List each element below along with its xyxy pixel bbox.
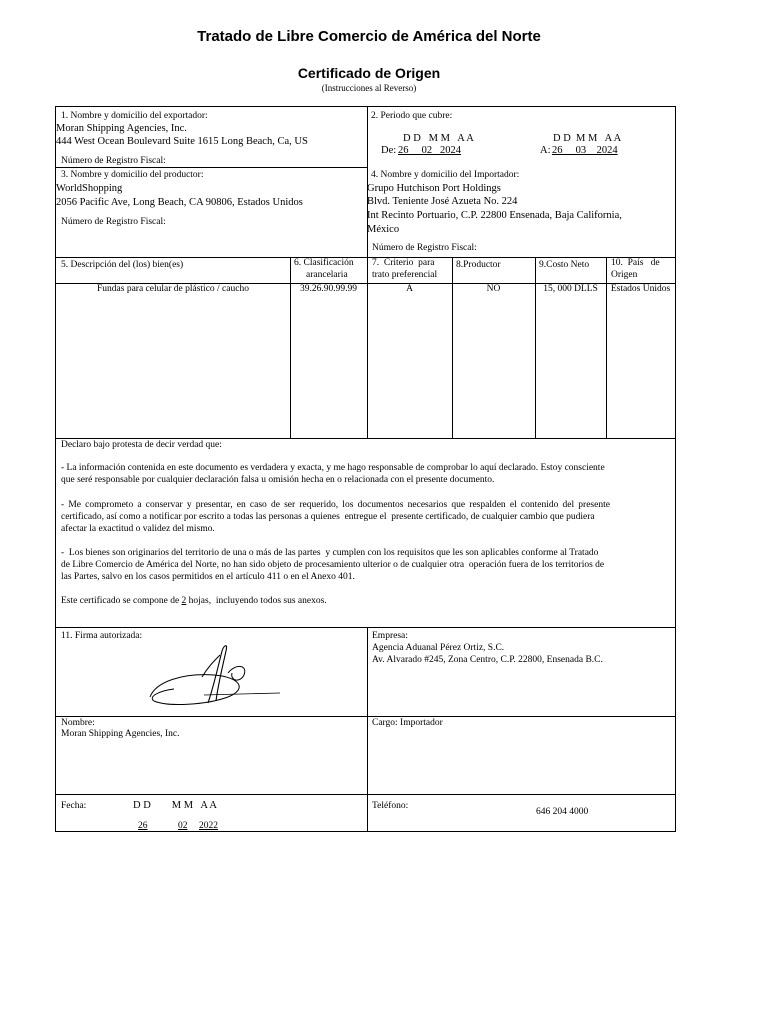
declaration-p1-line1: - La información contenida en este documento es verdadera y exacta, y me hago responsable de comprobar lo aquí declarado. Estoy consciente (61, 463, 605, 473)
divider-v-sig (367, 627, 368, 831)
document-title: Tratado de Libre Comercio de América del Norte (197, 28, 541, 45)
declaration-p2-line1: - Me comprometo a conservar y presentar, en caso de ser requerido, los documentos necesarios que respalden el contenido del presente (61, 500, 610, 510)
declaration-pages (61, 595, 327, 607)
date-month: 02 (178, 821, 188, 831)
importer-name: Grupo Hutchison Port Holdings (367, 183, 501, 194)
date-year: 2022 (199, 821, 218, 831)
declaration-pages-pre: Este certificado se compone de (61, 596, 182, 606)
goods-header-producer: 8.Productor (456, 260, 501, 270)
importer-tax-label: Número de Registro Fiscal: (372, 243, 477, 253)
goods-row-criterion: A (406, 284, 413, 294)
date-day: 26 (138, 821, 148, 831)
importer-address-3: México (367, 224, 400, 235)
goods-row-classification: 39.26.90.99.99 (300, 284, 357, 294)
phone-label: Teléfono: (372, 801, 409, 811)
period-from-label: De: (381, 145, 397, 156)
importer-address-2: Int Recinto Portuario, C.P. 22800 Ensenada, Baja California, (367, 210, 622, 221)
name-value: Moran Shipping Agencies, Inc. (61, 729, 180, 739)
goods-header-description: 5. Descripción del (los) bien(es) (61, 260, 184, 270)
exporter-name: Moran Shipping Agencies, Inc. (56, 123, 187, 134)
producer-label: 3. Nombre y domicilio del productor: (61, 170, 204, 180)
certificate-form (55, 106, 676, 832)
importer-label: 4. Nombre y domicilio del Importador: (371, 170, 520, 180)
authorized-signature-image (144, 637, 284, 715)
declaration-p3-line3: las Partes, salvo en los casos permitidos en el artículo 411 o en el Anexo 401. (61, 572, 355, 582)
exporter-label: 1. Nombre y domicilio del exportador: (61, 111, 208, 121)
exporter-address: 444 West Ocean Boulevard Suite 1615 Long Beach, Ca, US (56, 136, 308, 147)
company-address: Av. Alvarado #245, Zona Centro, C.P. 22800, Ensenada B.C. (372, 655, 603, 665)
divider-h-2 (56, 257, 675, 258)
goods-header-classification-1: 6. Clasificación (294, 258, 354, 268)
divider-h-1 (56, 167, 367, 168)
period-date-header-from: D D M M A A (403, 133, 474, 144)
company-label: Empresa: (372, 631, 408, 641)
phone-value: 646 204 4000 (536, 807, 589, 817)
goods-header-origin-2: Origen (611, 270, 638, 280)
exporter-tax-label: Número de Registro Fiscal: (61, 156, 166, 166)
goods-header-criterion-1: 7. Criterio para (372, 258, 435, 268)
declaration-p2-line2: certificado, así como a notificar por escrito a todas las personas a quienes entregue el presente certificado, de cualquier cambio que pudiera (61, 512, 595, 522)
importer-address-1: Blvd. Teniente José Azueta No. 224 (367, 196, 518, 207)
declaration-p3-line1: - Los bienes son originarios del territorio de una o más de las partes y cumplen con los requisitos que les son aplicables conforme al Tratado (61, 548, 599, 558)
document-subtitle: Certificado de Origen (297, 65, 441, 81)
producer-name: WorldShopping (56, 183, 123, 194)
divider-h-6 (56, 716, 675, 717)
company-name: Agencia Aduanal Pérez Ortiz, S.C. (372, 643, 505, 653)
divider-h-5 (56, 627, 675, 628)
goods-row-net-cost: 15, 000 DLLS (543, 284, 598, 294)
producer-address: 2056 Pacific Ave, Long Beach, CA 90806, Estados Unidos (56, 197, 303, 208)
period-to-label: A: (540, 145, 551, 156)
period-from-date: 26 02 2024 (398, 145, 461, 156)
goods-header-classification-2: arancelaria (306, 270, 348, 280)
goods-row-producer: NO (486, 284, 501, 294)
signature-label: 11. Firma autorizada: (61, 631, 143, 641)
producer-tax-label: Número de Registro Fiscal: (61, 217, 166, 227)
declaration-pages-count: 2 (181, 596, 187, 606)
goods-header-criterion-2: trato preferencial (372, 270, 438, 280)
declaration-p1-line2: que seré responsable por cualquier declaración falsa u omisión hecha en o relacionada con el presente documento. (61, 475, 495, 485)
divider-h-7 (56, 794, 675, 795)
date-header: D D M M A A (133, 800, 218, 811)
period-to-date: 26 03 2024 (552, 145, 618, 156)
name-label: Nombre: (61, 718, 95, 728)
date-label: Fecha: (61, 801, 87, 811)
declaration-p2-line3: afectar la exactitud o validez del mismo. (61, 524, 215, 534)
declaration-pages-post: hojas, incluyendo todos sus anexos. (186, 596, 327, 606)
position-label: Cargo: Importador (372, 718, 443, 728)
goods-header-origin-1: 10. País de (611, 258, 660, 268)
period-date-header-to: D D M M A A (553, 133, 622, 144)
declaration-intro: Declaro bajo protesta de decir verdad que: (61, 440, 222, 450)
declaration-p3-line2: de Libre Comercio de América del Norte, no han sido objeto de procesamiento ulterior o de cualquier otra operación fuera de los territorios de (61, 560, 605, 570)
goods-header-net-cost: 9.Costo Neto (539, 260, 590, 270)
goods-row-origin: Estados Unidos (610, 284, 671, 294)
period-label: 2. Periodo que cubre: (371, 111, 453, 121)
goods-row-description: Fundas para celular de plástico / caucho (97, 284, 249, 294)
document-note: (Instrucciones al Reverso) (321, 83, 417, 93)
